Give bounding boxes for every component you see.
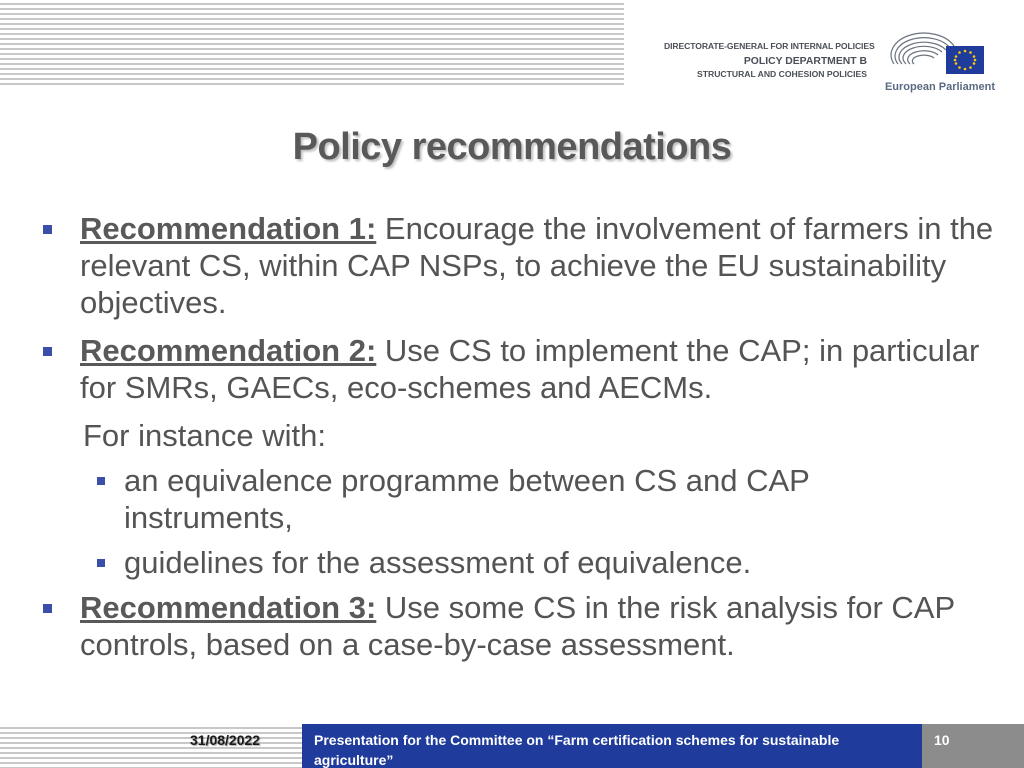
recommendation-item <box>0 210 1024 321</box>
recommendation-text: Use some CS in the risk analysis for CAP controls, based on a case-by-case assessment. <box>80 590 955 662</box>
instance-intro: For instance with: <box>83 418 326 453</box>
instance-item <box>0 462 1024 536</box>
department-block <box>664 41 875 79</box>
recommendation-item <box>0 332 1024 406</box>
bullet-square-icon <box>43 604 52 613</box>
recommendation-label: Recommendation 2: <box>80 333 377 368</box>
recommendation-text: Encourage the involvement of farmers in the relevant CS, within CAP NSPs, to achieve the EU sustainability objectives. <box>80 211 994 320</box>
institution-name: European Parliament <box>884 81 996 93</box>
instance-text: an equivalence programme between CS and CAP instruments, <box>124 463 810 535</box>
instance-item <box>0 544 1024 581</box>
directorate-label: DIRECTORATE-GENERAL FOR INTERNAL POLICIES <box>664 41 875 51</box>
bullet-square-icon <box>43 225 52 234</box>
footer <box>0 724 1024 768</box>
recommendation-text: Use CS to implement the CAP; in particular for SMRs, GAECs, eco-schemes and AECMs. <box>80 333 980 405</box>
header-stripes <box>0 0 624 86</box>
recommendation-label: Recommendation 3: <box>80 590 377 625</box>
instance-text: guidelines for the assessment of equivalence. <box>124 545 752 580</box>
unit-label: STRUCTURAL AND COHESION POLICIES <box>697 69 867 79</box>
recommendation-item <box>0 589 1024 663</box>
bullet-square-icon <box>97 477 105 485</box>
bullet-square-icon <box>43 347 52 356</box>
bullet-square-icon <box>97 559 105 567</box>
department-label: POLICY DEPARTMENT B <box>743 55 867 67</box>
footer-presentation-title: Presentation for the Committee on “Farm certification schemes for sustainable agriculture” <box>302 724 922 768</box>
page-number: 10 <box>922 724 1024 768</box>
footer-date: 31/08/2022 <box>190 732 261 748</box>
slide-content <box>0 210 1024 674</box>
page-title: Policy recommendations <box>292 126 732 168</box>
recommendation-label: Recommendation 1: <box>80 211 377 246</box>
